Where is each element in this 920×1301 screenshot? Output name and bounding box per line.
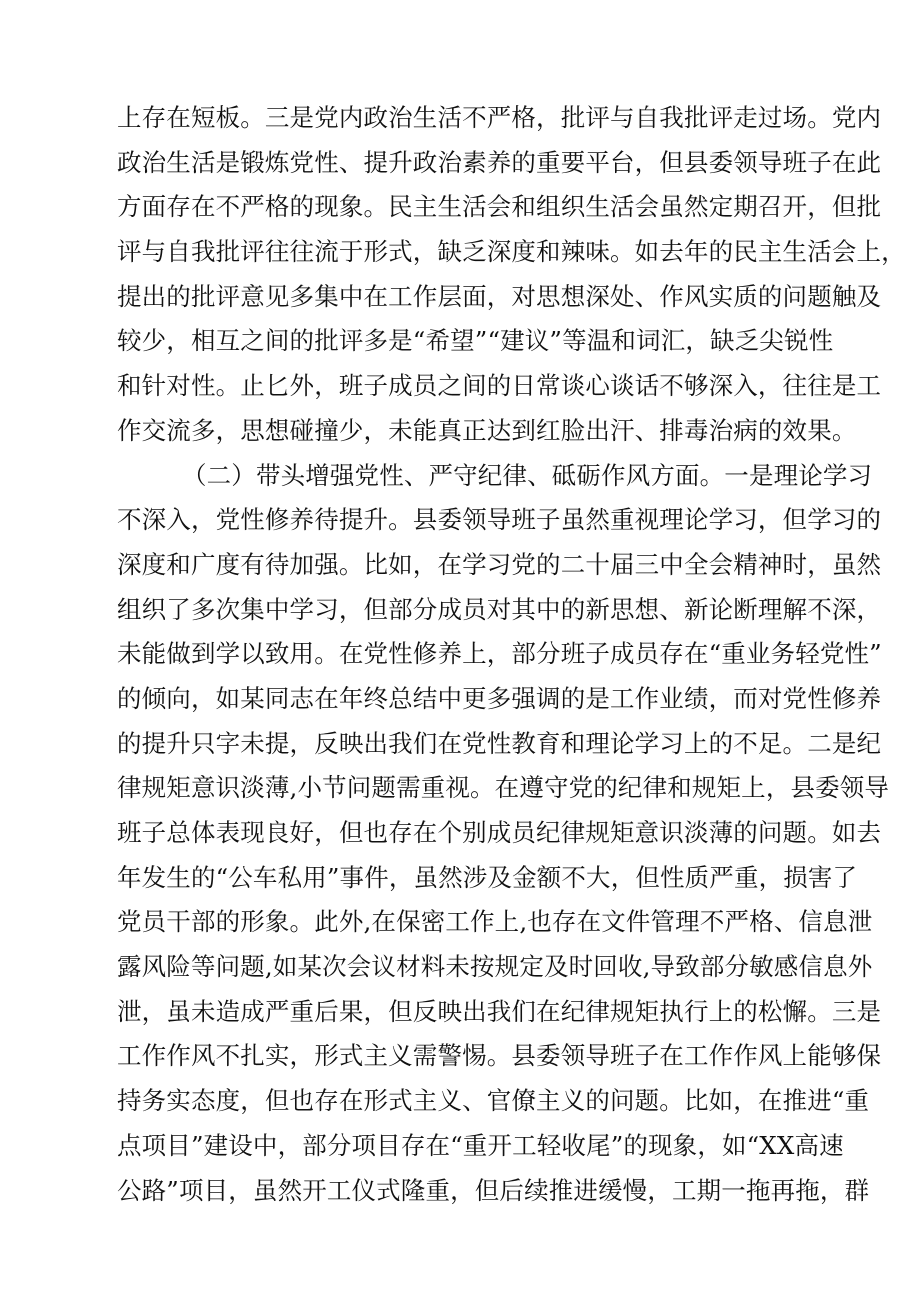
- text-line: 党员干部的形象。此外,在保密工作上,也存在文件管理不严格、信息泄: [117, 907, 873, 937]
- text-line: 较少，相互之间的批评多是“希望”“建议”等温和词汇，缺乏尖锐性: [117, 326, 834, 356]
- text-line: 律规矩意识淡薄,小节问题需重视。在遵守党的纪律和规矩上，县委领导: [117, 773, 890, 803]
- text-line: 提出的批评意见多集中在工作层面，对思想深处、作风实质的问题触及: [117, 281, 882, 311]
- text-line: 泄，虽未造成严重后果，但反映出我们在纪律规矩执行上的松懈。三是: [117, 996, 882, 1026]
- text-line: 班子总体表现良好，但也存在个别成员纪律规矩意识淡薄的问题。如去: [117, 818, 882, 847]
- text-line: 未能做到学以致用。在党性修养上，部分班子成员存在“重业务轻党性”: [117, 639, 882, 669]
- text-line: 不深入，党性修养待提升。县委领导班子虽然重视理论学习，但学习的: [117, 505, 882, 535]
- text-line: 作交流多，思想碰撞少，未能真正达到红脸出汗、排毒治病的效果。: [117, 415, 857, 445]
- text-line: 政治生活是锻炼党性、提升政治素养的重要平台，但县委领导班子在此: [117, 147, 882, 177]
- text-line: 点项目”建设中，部分项目存在“重开工轻收尾”的现象，如“XX高速: [117, 1130, 844, 1160]
- text-line: 工作作风不扎实，形式主义需警惕。县委领导班子在工作作风上能够保: [117, 1041, 882, 1071]
- text-line: 的倾向，如某同志在年终总结中更多强调的是工作业绩，而对党性修养: [117, 683, 882, 713]
- text-line: 和针对性。止匕外，班子成员之间的日常谈心谈话不够深入，往往是工: [117, 371, 882, 401]
- text-line: 深度和广度有待加强。比如，在学习党的二十届三中全会精神时，虽然: [117, 549, 882, 579]
- text-line: 上存在短板。三是党内政治生活不严格，批评与自我批评走过场。党内: [117, 103, 882, 132]
- text-line: 评与自我批评往往流于形式，缺乏深度和辣味。如去年的民主生活会上，: [117, 237, 906, 267]
- body-text: [117, 96, 906, 1213]
- text-line: 公路”项目，虽然开工仪式隆重，但后续推进缓慢，工期一拖再拖，群: [117, 1175, 870, 1205]
- section-heading-line: （二）带头增强党性、严守纪律、砥砺作风方面。一是理论学习: [182, 460, 873, 490]
- text-line: 露风险等问题,如某次会议材料未按规定及时回收,导致部分敏感信息外: [117, 952, 873, 982]
- text-line: 方面存在不严格的现象。民主生活会和组织生活会虽然定期召开，但批: [117, 192, 882, 222]
- text-line: 的提升只字未提，反映出我们在党性教育和理论学习上的不足。二是纪: [117, 728, 882, 758]
- text-line: 年发生的“公车私用”事件，虽然涉及金额不大，但性质严重，损害了: [117, 862, 858, 892]
- text-line: 组织了多次集中学习，但部分成员对其中的新思想、新论断理解不深，: [117, 594, 882, 624]
- text-line: 持务实态度，但也存在形式主义、官僚主义的问题。比如，在推进“重: [117, 1086, 870, 1116]
